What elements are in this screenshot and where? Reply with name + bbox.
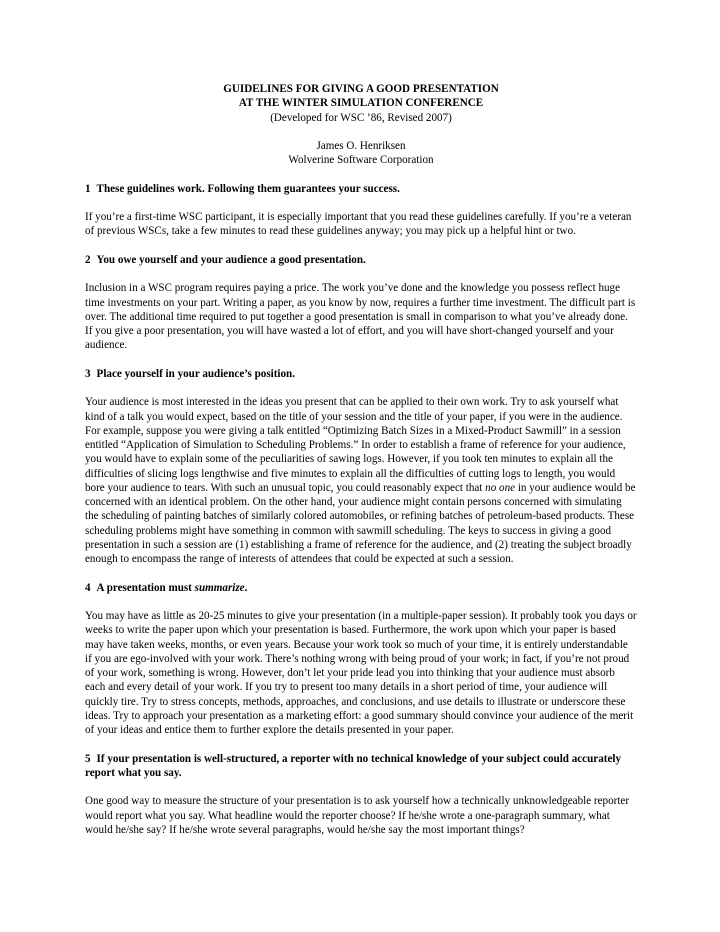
section-4-title-part-1: A presentation must (96, 581, 195, 594)
document-subtitle: (Developed for WSC ’86, Revised 2007) (270, 111, 452, 124)
section-5-number: 5 (85, 752, 91, 765)
section-3-title: Place yourself in your audience’s position. (96, 367, 296, 380)
section-1-title: These guidelines work. Following them guarantees your success. (96, 182, 400, 195)
section-2-paragraph: Inclusion in a WSC program requires paying a price. The work you’ve done and the knowledge you possess reflect huge time investments on your part. Writing a paper, as you know by now, requires a further time investment. The difficult part is over. The additional time required to put together a good presentation is small in comparison to what you’ve already done. If you give a poor presentation, you will have wasted a lot of effort, and you will have short-changed yourself and your audience. (85, 282, 636, 352)
section-1-heading (85, 182, 637, 196)
section-3-paragraph (85, 395, 637, 566)
section-4-heading (85, 581, 637, 595)
section-3-heading (85, 367, 637, 381)
section-1-paragraph: If you’re a first-time WSC participant, it is especially important that you read these guidelines carefully. If you’re a veteran of previous WSCs, take a few minutes to read these guidelines anyway; you may pick up a helpful hint or two. (85, 211, 632, 238)
section-3-text-part-2: in your audience would be concerned with an identical problem. On the other hand, your audience might contain persons concerned with simulating the scheduling of painting batches of similarly colored automobiles, or refining batches of petroleum-based products. These scheduling problems might have something in common with sawmill scheduling. The keys to success in giving a good presentation in such a session are (1) establishing a frame of reference for the audience, and (2) treating the subject broadly enough to encompass the range of interests of attendees that could be expected at such a session. (85, 481, 636, 565)
section-4-title-emphasis: summarize (194, 581, 245, 594)
section-2-number: 2 (85, 253, 91, 266)
author-affiliation: Wolverine Software Corporation (288, 154, 434, 166)
author-name: James O. Henriksen (316, 139, 406, 152)
section-5-title: If your presentation is well-structured, a reporter with no technical knowledge of your subject could accurately report what you say. (85, 752, 621, 779)
title-block (85, 82, 637, 167)
section-2-title: You owe yourself and your audience a good presentation. (96, 253, 366, 266)
document-page (85, 82, 637, 837)
section-4-title-part-2: . (244, 581, 248, 594)
section-3-text-part-1: Your audience is most interested in the ideas you present that can be applied to their own work. Try to ask yourself what kind of a talk you would expect, based on the title of your session and the title of your paper, if you were in the audience. For example, suppose you were giving a talk entitled “Optimizing Batch Sizes in a Mixed-Product Sawmill” in a session entitled “Application of Simulation to Scheduling Problems.” In order to establish a frame of reference for your audience, you would have to explain some of the peculiarities of sawing logs. However, if you took ten minutes to explain all the difficulties of slicing logs lengthwise and five minutes to explain all the difficulties of cutting logs to length, you would bore your audience to tears. With such an unusual topic, you could reasonably expect that (85, 396, 626, 494)
section-3-emphasis: no one (485, 481, 516, 494)
section-4-number: 4 (85, 581, 91, 594)
section-1-number: 1 (85, 182, 91, 195)
document-title-line-1: GUIDELINES FOR GIVING A GOOD PRESENTATION (223, 83, 499, 95)
section-4-paragraph: You may have as little as 20-25 minutes to give your presentation (in a multiple-paper session). It probably took you days or weeks to write the paper upon which your presentation is based. Furthermore, the work upon which your paper is based may have taken weeks, months, or even years. Because your work took so much of your time, it is entirely understandable if you are ego-involved with your work. There’s nothing wrong with being proud of your work; in fact, if you’re not proud of your work, something is wrong. However, don’t let your pride lead you into thinking that your audience must absorb each and every detail of your work. If you try to present too many details in a short period of time, your audience will quickly tire. Try to stress concepts, methods, approaches, and conclusions, and use details to illustrate or underscore these ideas. Try to approach your presentation as a marketing effort: a good summary should convince your audience of the merit of your ideas and entice them to further explore the details presented in your paper. (85, 610, 637, 736)
document-title-line-2: AT THE WINTER SIMULATION CONFERENCE (238, 97, 484, 110)
section-3-number: 3 (85, 367, 91, 380)
section-5-heading (85, 752, 637, 781)
section-2-heading (85, 253, 637, 267)
section-5-paragraph: One good way to measure the structure of your presentation is to ask yourself how a technically unknowledgeable reporter would report what you say. What headline would the reporter choose? If he/she wrote a one-paragraph summary, what would he/she say? If he/she wrote several paragraphs, would he/she say the most important things? (85, 795, 630, 836)
